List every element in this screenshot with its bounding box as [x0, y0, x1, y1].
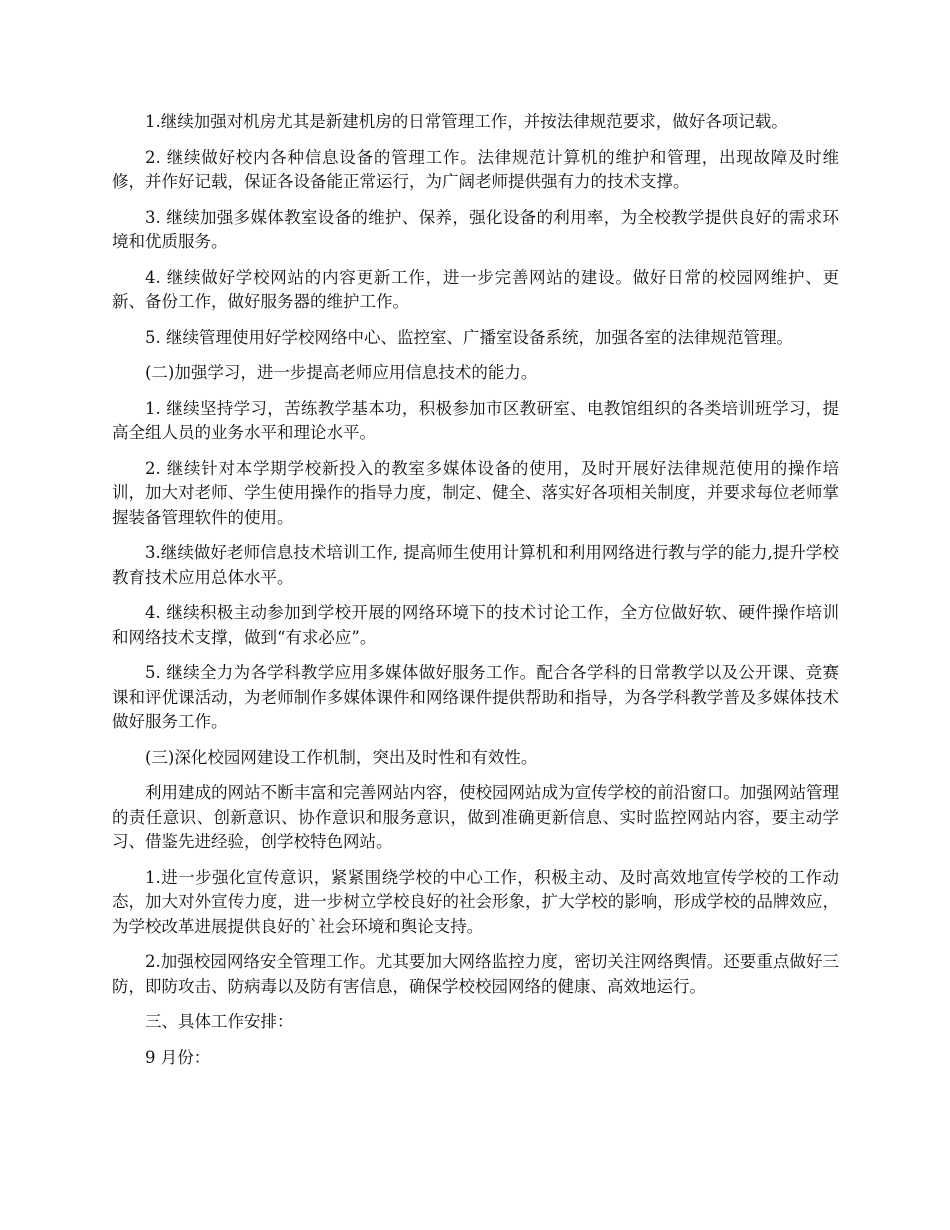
section-heading-schedule: 三、具体工作安排： [145, 1012, 294, 1031]
section-heading-3: (三)深化校园网建设工作机制，突出及时性和有效性。 [145, 747, 538, 767]
paragraph-14: 1.进一步强化宣传意识，紧紧围绕学校的中心工作，积极主动、及时高效地宣传学校的工作动态，加大对外宣传力度，进一步树立学校良好的社会形象，扩大学校的影响，形成学校的品牌效应，为学校改革进展提供良好的`社会环境和舆论支持。 [112, 867, 839, 936]
paragraph-1: 1.继续加强对机房尤其是新建机房的日常管理工作，并按法律规范要求，做好各项记载。 [145, 112, 788, 131]
section-heading-2: (二)加强学习，进一步提高老师应用信息技术的能力。 [145, 363, 538, 382]
paragraph-3: 3. 继续加强多媒体教室设备的维护、保养，强化设备的利用率，为全校教学提供良好的需求环境和优质服务。 [112, 207, 839, 251]
document-body [112, 110, 839, 1081]
paragraph-2: 2. 继续做好校内各种信息设备的管理工作。法律规范计算机的维护和管理，出现故障及时维修，并作好记载，保证各设备能正常运行，为广阔老师提供强有力的技术支撑。 [112, 147, 839, 191]
paragraph-4: 4. 继续做好学校网站的内容更新工作，进一步完善网站的建设。做好日常的校园网维护、更新、备份工作，做好服务器的维护工作。 [112, 267, 839, 311]
paragraph-8: 2. 继续针对本学期学校新投入的教室多媒体设备的使用，及时开展好法律规范使用的操作培训，加大对老师、学生使用操作的指导力度，制定、健全、落实好各项相关制度，并要求每位老师掌握装备管理软件的使用。 [112, 458, 839, 527]
paragraph-10: 4. 继续积极主动参加到学校开展的网络环境下的技术讨论工作，全方位做好软、硬件操作培训和网络技术支撑，做到“有求必应”。 [112, 603, 839, 647]
paragraph-9: 3.继续做好老师信息技术培训工作, 提高师生使用计算机和利用网络进行教与学的能力,提升学校教育技术应用总体水平。 [112, 543, 839, 587]
paragraph-15: 2.加强校园网络安全管理工作。尤其要加大网络监控力度，密切关注网络舆情。还要重点做好三防，即防攻击、防病毒以及防有害信息，确保学校校园网络的健康、高效地运行。 [112, 952, 839, 996]
paragraph-13: 利用建成的网站不断丰富和完善网站内容，使校园网站成为宣传学校的前沿窗口。加强网站管理的责任意识、创新意识、协作意识和服务意识，做到准确更新信息、实时监控网站内容，要主动学习、借鉴先进经验，创学校特色网站。 [112, 783, 839, 851]
paragraph-7: 1. 继续坚持学习，苦练教学基本功，积极参加市区教研室、电教馆组织的各类培训班学习，提高全组人员的业务水平和理论水平。 [112, 398, 839, 442]
paragraph-5: 5. 继续管理使用好学校网络中心、监控室、广播室设备系统，加强各室的法律规范管理。 [145, 327, 793, 347]
paragraph-11: 5. 继续全力为各学科教学应用多媒体做好服务工作。配合各学科的日常教学以及公开课、竞赛课和评优课活动，为老师制作多媒体课件和网络课件提供帮助和指导，为各学科教学普及多媒体技术做好服务工作。 [112, 663, 839, 731]
month-label: 9 月份： [145, 1047, 211, 1067]
